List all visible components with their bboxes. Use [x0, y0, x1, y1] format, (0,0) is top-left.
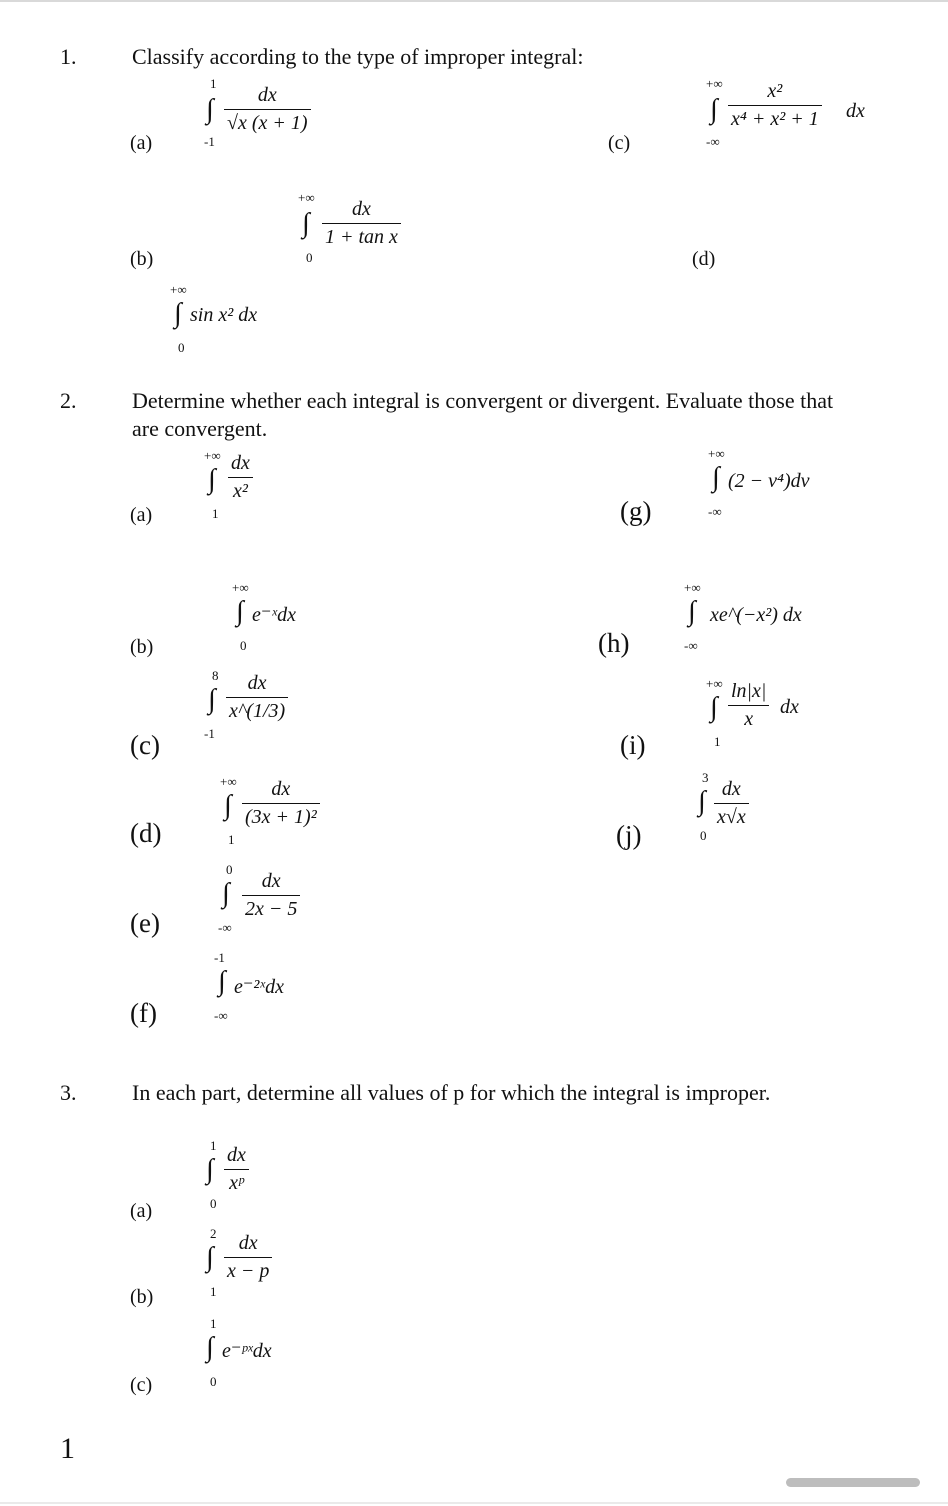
q1b-upper: +∞	[298, 190, 315, 205]
q1c-dx: dx	[846, 100, 865, 122]
q2a-fraction	[228, 452, 253, 503]
q1d-lower: 0	[178, 340, 185, 355]
q3b-lower: 1	[210, 1284, 217, 1299]
q2f-integrand: e⁻²ˣdx	[234, 976, 284, 998]
q2h-integrand: xe^(−x²) dx	[710, 604, 802, 626]
q3a-numerator: dx	[227, 1144, 246, 1166]
q1-number: 1.	[60, 44, 77, 69]
q1c-fraction	[728, 80, 822, 131]
q2a-label: (a)	[130, 504, 153, 526]
q2i-numerator: ln|x|	[731, 680, 767, 702]
q2c-upper: 8	[212, 668, 219, 683]
q1b-label: (b)	[130, 248, 154, 270]
q2-text-line2: are convergent.	[132, 416, 268, 441]
q2h-upper: +∞	[684, 580, 701, 595]
q2g-lower: -∞	[708, 504, 722, 519]
q2h-lower: -∞	[684, 638, 698, 653]
q2c-label: (c)	[130, 730, 160, 760]
q2j-fraction	[714, 778, 749, 829]
q3b-numerator: dx	[238, 1232, 258, 1254]
q2i-dx: dx	[780, 696, 799, 718]
integral-sign-icon: ∫	[688, 596, 696, 627]
q1c-lower: -∞	[706, 134, 720, 149]
q1a-upper: 1	[210, 76, 217, 91]
q2b-label: (b)	[130, 636, 154, 658]
q2f-lower: -∞	[214, 1008, 228, 1023]
integral-sign-icon: ∫	[302, 208, 310, 239]
q2j-label: (j)	[616, 820, 642, 850]
bottom-divider	[0, 1502, 948, 1504]
q2-number: 2.	[60, 388, 77, 413]
q3a-label: (a)	[130, 1200, 153, 1222]
q2j-upper: 3	[702, 770, 709, 785]
q3-number: 3.	[60, 1080, 77, 1105]
q1a-fraction	[224, 84, 311, 135]
q3b-denominator: x − p	[224, 1257, 272, 1283]
q2i-fraction	[728, 680, 769, 731]
q2j-denominator: x√x	[714, 803, 749, 829]
q2f-upper: -1	[214, 950, 225, 965]
integral-sign-icon: ∫	[236, 596, 244, 627]
q2a-upper: +∞	[204, 448, 221, 463]
q2c-fraction	[226, 672, 288, 723]
q2d-denominator: (3x + 1)²	[242, 803, 320, 829]
q2h-label: (h)	[598, 628, 630, 658]
integral-sign-icon: ∫	[224, 790, 232, 821]
q1b-denominator: 1 + tan x	[322, 223, 401, 249]
q1c-label: (c)	[608, 132, 631, 154]
q1b-fraction	[322, 198, 401, 249]
q1b-numerator: dx	[352, 198, 371, 220]
q2j-lower: 0	[700, 828, 707, 843]
integral-sign-icon: ∫	[208, 684, 216, 715]
top-divider	[0, 0, 948, 2]
q2c-lower: -1	[204, 726, 215, 741]
q2a-denominator: x²	[228, 477, 253, 503]
q2d-lower: 1	[228, 832, 235, 847]
q1c-denominator: x⁴ + x² + 1	[728, 105, 822, 131]
q2e-denominator: 2x − 5	[242, 895, 300, 921]
integral-sign-icon: ∫	[206, 1154, 214, 1185]
integral-sign-icon: ∫	[710, 692, 718, 723]
q1a-lower: -1	[204, 134, 215, 149]
q2a-lower: 1	[212, 506, 219, 521]
integral-sign-icon: ∫	[206, 1242, 214, 1273]
q2d-upper: +∞	[220, 774, 237, 789]
integral-sign-icon: ∫	[174, 298, 182, 329]
integral-sign-icon: ∫	[206, 94, 214, 125]
q1d-upper: +∞	[170, 282, 187, 297]
q1a-denominator: √x (x + 1)	[224, 109, 311, 135]
integral-sign-icon: ∫	[710, 94, 718, 125]
q2g-upper: +∞	[708, 446, 725, 461]
page-number: 1	[60, 1432, 75, 1465]
q1a-label: (a)	[130, 132, 153, 154]
q2b-lower: 0	[240, 638, 247, 653]
q2e-lower: -∞	[218, 920, 232, 935]
q1a-numerator: dx	[257, 84, 277, 106]
integral-sign-icon: ∫	[208, 464, 216, 495]
q2j-numerator: dx	[721, 778, 741, 800]
q2c-numerator: dx	[247, 672, 267, 694]
q2i-denominator: x	[728, 705, 769, 731]
q2-text-line1: Determine whether each integral is convergent or divergent. Evaluate those that	[132, 388, 834, 413]
q2i-label: (i)	[620, 730, 646, 760]
q3c-upper: 1	[210, 1316, 217, 1331]
q2i-lower: 1	[714, 734, 721, 749]
q2e-numerator: dx	[261, 870, 281, 892]
q1d-label: (d)	[692, 248, 716, 270]
q2f-label: (f)	[130, 998, 157, 1028]
integral-sign-icon: ∫	[712, 462, 720, 493]
q2c-denominator: x^(1/3)	[226, 697, 288, 723]
q1b-lower: 0	[306, 250, 313, 265]
q3c-integrand: e⁻ᵖˣdx	[222, 1340, 272, 1362]
q3a-lower: 0	[210, 1196, 217, 1211]
q1-text: Classify according to the type of improper integral:	[132, 44, 584, 69]
q3a-fraction	[224, 1144, 249, 1195]
integral-sign-icon: ∫	[698, 786, 706, 817]
q3a-denominator: xᵖ	[224, 1169, 249, 1195]
q3b-label: (b)	[130, 1286, 154, 1308]
q3b-fraction	[224, 1232, 272, 1283]
q3-text: In each part, determine all values of p for which the integral is improper.	[132, 1080, 771, 1105]
q1d-integrand: sin x² dx	[190, 304, 258, 326]
q1c-numerator: x²	[767, 80, 783, 102]
integral-sign-icon: ∫	[222, 878, 230, 909]
scrollbar-thumb[interactable]	[786, 1478, 920, 1487]
q2d-fraction	[242, 778, 320, 829]
q2d-numerator: dx	[271, 778, 291, 800]
q2i-upper: +∞	[706, 676, 723, 691]
q3b-upper: 2	[210, 1226, 217, 1241]
q3c-lower: 0	[210, 1374, 217, 1389]
q2g-label: (g)	[620, 496, 652, 526]
q2g-integrand: (2 − v⁴)dv	[728, 470, 810, 492]
q2e-upper: 0	[226, 862, 233, 877]
q3c-label: (c)	[130, 1374, 153, 1396]
integral-sign-icon: ∫	[218, 966, 226, 997]
q3a-upper: 1	[210, 1138, 217, 1153]
q1c-upper: +∞	[706, 76, 723, 91]
q2e-label: (e)	[130, 908, 160, 938]
q2e-fraction	[242, 870, 300, 921]
q2b-integrand: e⁻ˣdx	[252, 604, 296, 626]
q2b-upper: +∞	[232, 580, 249, 595]
q2a-numerator: dx	[231, 452, 250, 474]
q2d-label: (d)	[130, 818, 162, 848]
integral-sign-icon: ∫	[206, 1332, 214, 1363]
